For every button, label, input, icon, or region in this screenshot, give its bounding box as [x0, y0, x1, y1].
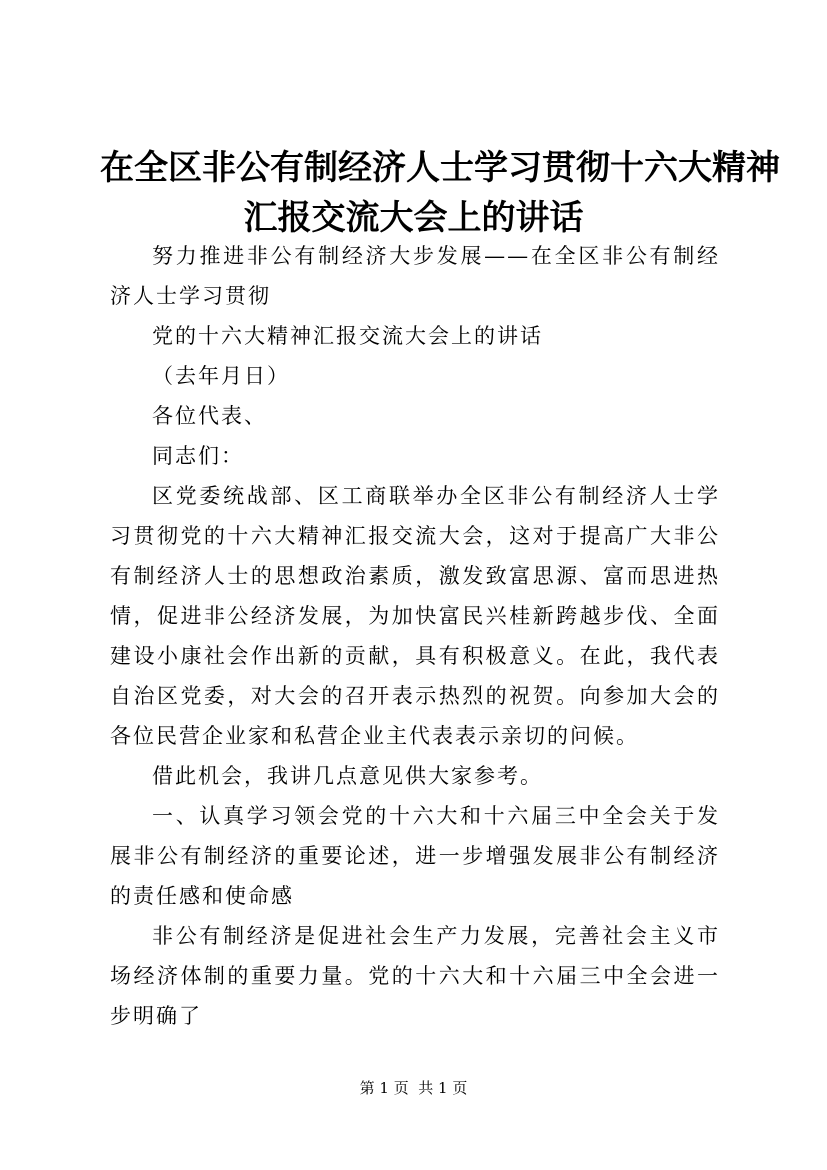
title-line-2: 汇报交流大会上的讲话 — [243, 198, 584, 238]
paragraph-subtitle: 努力推进非公有制经济大步发展——在全区非公有制经济人士学习贯彻 — [110, 244, 720, 308]
document-body — [110, 236, 720, 1036]
section-heading-1: 一、认真学习领会党的十六大和十六届三中全会关于发展非公有制经济的重要论述，进一步增强发展非公有制经济的责任感和使命感 — [110, 804, 720, 908]
page-number-label: 第 1 页 共 1 页 — [359, 1079, 468, 1097]
paragraph-date: （去年月日） — [152, 364, 290, 388]
paragraph-subtitle-continued: 党的十六大精神汇报交流大会上的讲话 — [152, 324, 543, 348]
page-footer — [0, 1078, 827, 1098]
paragraph-section-1: 非公有制经济是促进社会生产力发展，完善社会主义市场经济体制的重要力量。党的十六大和十六届三中全会进一步明确了 — [110, 924, 720, 1028]
document-title — [100, 143, 780, 243]
title-line-1: 在全区非公有制经济人士学习贯彻十六大精神 — [100, 148, 780, 188]
paragraph-transition: 借此机会，我讲几点意见供大家参考。 — [152, 764, 543, 788]
paragraph-salutation-1: 各位代表、 — [152, 404, 267, 428]
paragraph-opening: 区党委统战部、区工商联举办全区非公有制经济人士学习贯彻党的十六大精神汇报交流大会，这对于提高广大非公有制经济人士的思想政治素质，激发致富思源、富而思进热情，促进非公经济发展，为加快富民兴桂新跨越步伐、全面建设小康社会作出新的贡献，具有积极意义。在此，我代表自治区党委，对大会的召开表示热烈的祝贺。向参加大会的各位民营企业家和私营企业主代表表示亲切的问候。 — [110, 484, 720, 748]
paragraph-salutation-2: 同志们： — [152, 444, 244, 468]
